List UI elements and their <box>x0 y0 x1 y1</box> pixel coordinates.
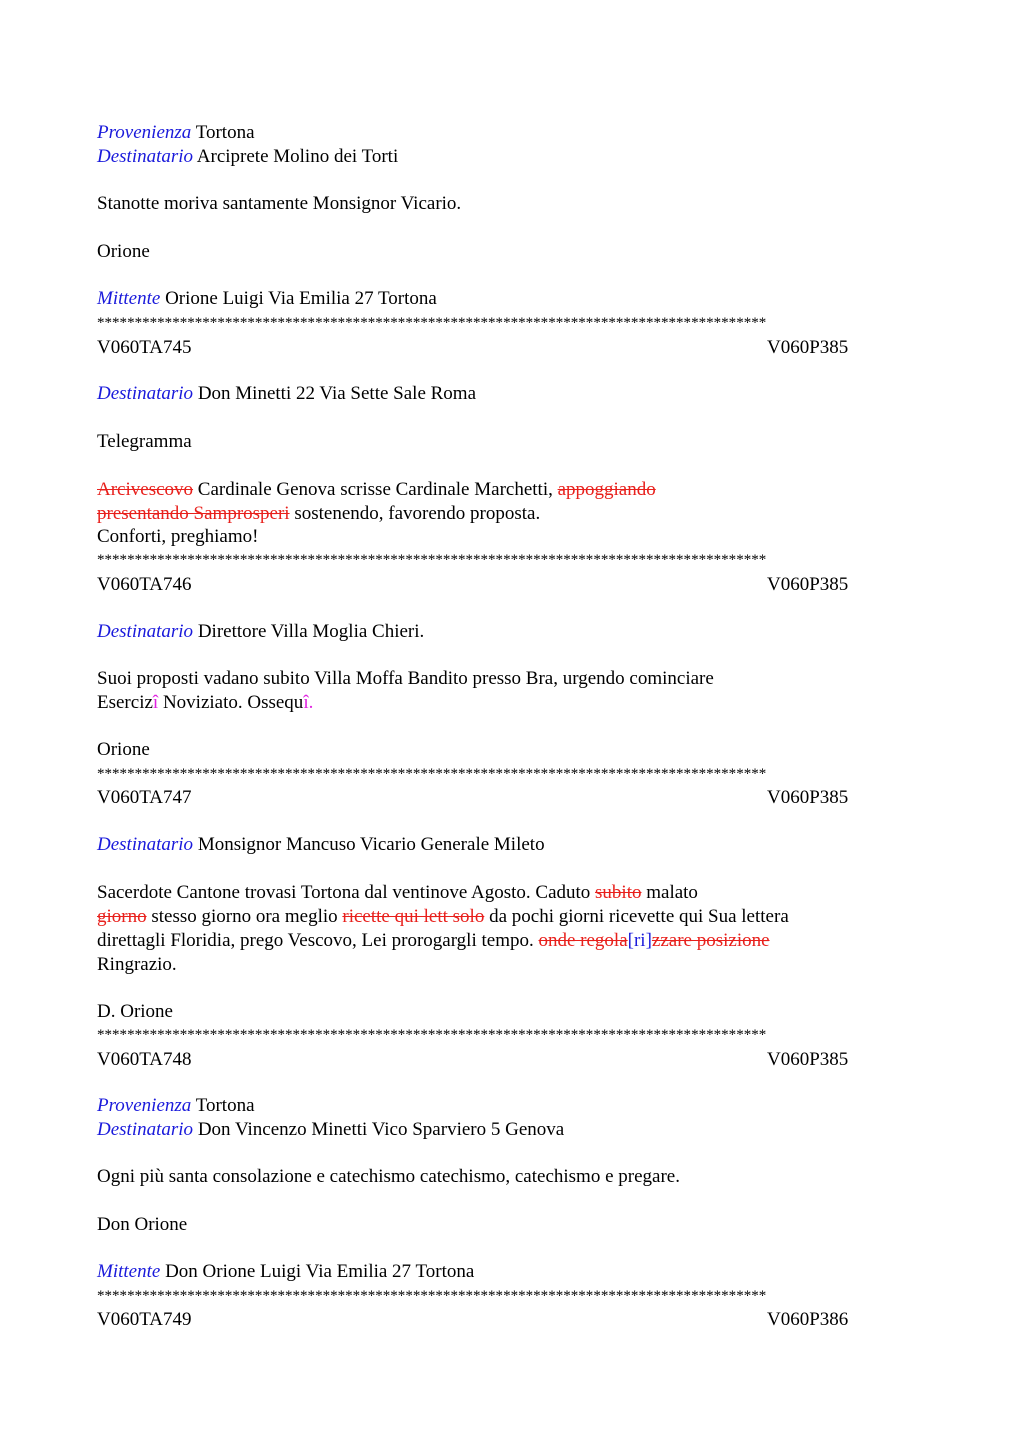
mittente-line <box>97 287 437 311</box>
message-line <box>97 502 540 526</box>
message-line: Suoi proposti vadano subito Villa Moffa Bandito presso Bra, urgendo cominciare <box>97 668 714 689</box>
destinatario-label: Destinatario <box>97 1119 194 1140</box>
destinatario-label: Destinatario <box>97 146 194 167</box>
marked-punctuation: . <box>308 692 314 713</box>
document-code: V060TA745 <box>97 337 192 358</box>
message-line <box>97 691 313 715</box>
marked-letter: î <box>303 692 309 713</box>
destinatario-line <box>97 382 476 406</box>
mittente-value: Don Orione Luigi Via Emilia 27 Tortona <box>165 1261 475 1282</box>
message-text: direttagli Floridia, prego Vescovo, Lei prorogargli tempo. <box>97 930 539 951</box>
destinatario-value: Don Vincenzo Minetti Vico Sparviero 5 Genova <box>197 1119 565 1140</box>
destinatario-label: Destinatario <box>97 834 194 855</box>
deleted-text: subito <box>595 882 642 903</box>
message-line: Conforti, preghiamo! <box>97 526 259 547</box>
deleted-text: giorno <box>97 906 147 927</box>
mittente-value: Orione Luigi Via Emilia 27 Tortona <box>165 288 437 309</box>
provenienza-line <box>97 1094 255 1118</box>
signature: Orione <box>97 739 150 760</box>
signature: Don Orione <box>97 1214 188 1235</box>
separator: ***************************************************************************************** <box>97 1288 767 1304</box>
message-text: sostenendo, favorendo proposta. <box>289 503 541 524</box>
provenienza-line <box>97 121 255 145</box>
destinatario-label: Destinatario <box>97 383 194 404</box>
provenienza-value: Tortona <box>195 1095 255 1116</box>
destinatario-line <box>97 833 545 857</box>
message-line <box>97 905 789 929</box>
page-reference: V060P386 <box>767 1309 849 1330</box>
message-text: da pochi giorni ricevette qui Sua lettera <box>484 906 789 927</box>
destinatario-label: Destinatario <box>97 621 194 642</box>
separator: ***************************************************************************************** <box>97 1027 767 1043</box>
document-code: V060TA748 <box>97 1049 192 1070</box>
document-code: V060TA746 <box>97 574 192 595</box>
document-code: V060TA747 <box>97 787 192 808</box>
page-reference: V060P385 <box>767 574 849 595</box>
message-text: stesso giorno ora meglio <box>146 906 343 927</box>
separator: ***************************************************************************************** <box>97 552 767 568</box>
page-reference: V060P385 <box>767 1049 849 1070</box>
signature: Orione <box>97 241 150 262</box>
deleted-text: onde regola <box>538 930 628 951</box>
provenienza-value: Tortona <box>195 122 255 143</box>
message-body: Ogni più santa consolazione e catechismo catechismo, catechismo e pregare. <box>97 1166 680 1187</box>
message-text: malato <box>641 882 698 903</box>
provenienza-label: Provenienza <box>97 122 192 143</box>
document-code: V060TA749 <box>97 1309 192 1330</box>
destinatario-line <box>97 145 398 169</box>
deleted-text: ricette qui lett solo <box>342 906 485 927</box>
destinatario-value: Don Minetti 22 Via Sette Sale Roma <box>197 383 477 404</box>
message-line <box>97 881 698 905</box>
marked-letter: î <box>152 692 159 713</box>
message-line <box>97 478 656 502</box>
destinatario-value: Arciprete Molino dei Torti <box>196 146 399 167</box>
message-line: Ringrazio. <box>97 954 177 975</box>
deleted-text: Arcivescovo <box>97 479 194 500</box>
destinatario-value: Monsignor Mancuso Vicario Generale Mileto <box>197 834 545 855</box>
deleted-text: zzare posizione <box>651 930 770 951</box>
telegram-heading: Telegramma <box>97 431 192 452</box>
destinatario-value: Direttore Villa Moglia Chieri. <box>197 621 425 642</box>
destinatario-line <box>97 1118 564 1142</box>
message-line <box>97 929 770 953</box>
page-reference: V060P385 <box>767 337 849 358</box>
destinatario-line <box>97 620 424 644</box>
message-text: Noviziato. Ossequî. <box>158 692 314 713</box>
mittente-line <box>97 1260 474 1284</box>
message-text: Cardinale Genova scrisse Cardinale Marchetti, <box>193 479 558 500</box>
separator: ***************************************************************************************** <box>97 766 767 782</box>
message-text: Esercizî <box>97 692 159 713</box>
inserted-text: [ri] <box>627 930 652 951</box>
deleted-text: appoggiando <box>557 479 656 500</box>
mittente-label: Mittente <box>97 1261 161 1282</box>
signature: D. Orione <box>97 1001 173 1022</box>
mittente-label: Mittente <box>97 288 161 309</box>
message-text: Sacerdote Cantone trovasi Tortona dal ventinove Agosto. Caduto <box>97 882 596 903</box>
message-body: Stanotte moriva santamente Monsignor Vicario. <box>97 193 462 214</box>
separator: ***************************************************************************************** <box>97 315 767 331</box>
deleted-text: presentando Samprosperi <box>97 503 290 524</box>
provenienza-label: Provenienza <box>97 1095 192 1116</box>
page-reference: V060P385 <box>767 787 849 808</box>
